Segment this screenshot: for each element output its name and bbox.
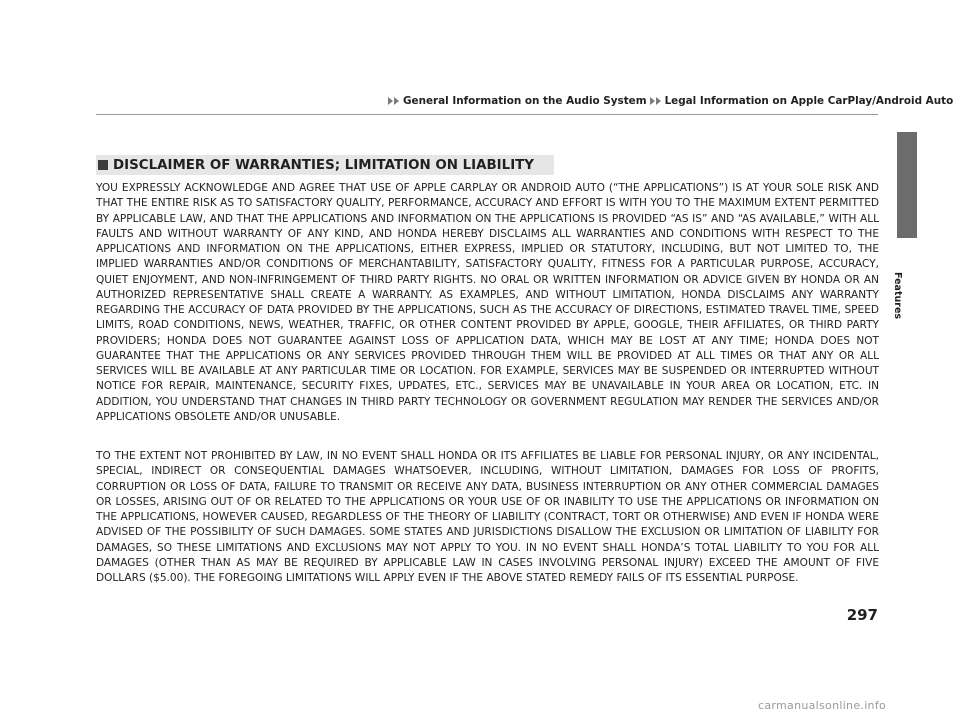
chapter-tab-label: Features — [892, 272, 903, 320]
section-heading — [96, 155, 554, 175]
header-divider — [96, 114, 878, 115]
breadcrumb — [388, 93, 953, 109]
breadcrumb-arrow-icon — [388, 97, 393, 105]
breadcrumb-arrow-icon — [656, 97, 661, 105]
page-number: 297 — [846, 606, 878, 624]
chapter-tab-marker — [897, 132, 917, 238]
section-heading-text: DISCLAIMER OF WARRANTIES; LIMITATION ON LIABILITY — [113, 157, 535, 173]
limitation-paragraph: TO THE EXTENT NOT PROHIBITED BY LAW, IN NO EVENT SHALL HONDA OR ITS AFFILIATES BE LIABLE FOR PERSONAL INJURY, OR ANY INCIDENTAL, SPECIAL, INDIRECT OR CONSEQUENTIAL DAMAGES WHATSOEVER, INCLUDING, WITHOUT LIMITATION, DAMAGES FOR LOSS OF PROFITS, CORRUPTION OR LOSS OF DATA, FAILURE TO TRANSMIT OR RECEIVE ANY DATA, BUSINESS INTERRUPTION OR ANY OTHER COMMERCIAL DAMAGES OR LOSSES, ARISING OUT OF OR RELATED TO THE APPLICATIONS OR YOUR USE OF OR INABILITY TO USE THE APPLICATIONS OR INFORMATION ON THE APPLICATIONS, HOWEVER CAUSED, REGARDLESS OF THE THEORY OF LIABILITY (CONTRACT, TORT OR OTHERWISE) AND EVEN IF HONDA WERE ADVISED OF THE POSSIBILITY OF SUCH DAMAGES. SOME STATES AND JURISDICTIONS DISALLOW THE EXCLUSION OR LIMITATION OF LIABILITY FOR DAMAGES, SO THESE LIMITATIONS AND EXCLUSIONS MAY NOT APPLY TO YOU. IN NO EVENT SHALL HONDA’S TOTAL LIABILITY TO YOU FOR ALL DAMAGES (OTHER THAN AS MAY BE REQUIRED BY APPLICABLE LAW IN CASES INVOLVING PERSONAL INJURY) EXCEED THE AMOUNT OF FIVE DOLLARS ($5.00). THE FOREGOING LIMITATIONS WILL APPLY EVEN IF THE ABOVE STATED REMEDY FAILS OF ITS ESSENTIAL PURPOSE. — [96, 450, 879, 584]
breadcrumb-item-audio-system[interactable]: General Information on the Audio System — [403, 95, 647, 107]
chapter-side-tab[interactable] — [897, 132, 917, 267]
breadcrumb-arrow-icon — [650, 97, 655, 105]
watermark: carmanualsonline.info — [758, 699, 887, 712]
breadcrumb-item-legal-information[interactable]: Legal Information on Apple CarPlay/Android Auto — [664, 95, 954, 107]
disclaimer-paragraph: YOU EXPRESSLY ACKNOWLEDGE AND AGREE THAT USE OF APPLE CARPLAY OR ANDROID AUTO (“THE APPLICATIONS”) IS AT YOUR SOLE RISK AND THAT THE ENTIRE RISK AS TO SATISFACTORY QUALITY, PERFORMANCE, ACCURACY AND EFFORT IS WITH YOU TO THE MAXIMUM EXTENT PERMITTED BY APPLICABLE LAW, AND THAT THE APPLICATIONS AND INFORMATION ON THE APPLICATIONS IS PROVIDED “AS IS” AND “AS AVAILABLE,” WITH ALL FAULTS AND WITHOUT WARRANTY OF ANY KIND, AND HONDA HEREBY DISCLAIMS ALL WARRANTIES AND CONDITIONS WITH RESPECT TO THE APPLICATIONS AND INFORMATION ON THE APPLICATIONS, EITHER EXPRESS, IMPLIED OR STATUTORY, INCLUDING, BUT NOT LIMITED TO, THE IMPLIED WARRANTIES AND/OR CONDITIONS OF MERCHANTABILITY, SATISFACTORY QUALITY, FITNESS FOR A PARTICULAR PURPOSE, ACCURACY, QUIET ENJOYMENT, AND NON-INFRINGEMENT OF THIRD PARTY RIGHTS. NO ORAL OR WRITTEN INFORMATION OR ADVICE GIVEN BY HONDA OR AN AUTHORIZED REPRESENTATIVE SHALL CREATE A WARRANTY. AS EXAMPLES, AND WITHOUT LIMITATION, HONDA DISCLAIMS ANY WARRANTY REGARDING THE ACCURACY OF DATA PROVIDED BY THE APPLICATIONS, SUCH AS THE ACCURACY OF DIRECTIONS, ESTIMATED TRAVEL TIME, SPEED LIMITS, ROAD CONDITIONS, NEWS, WEATHER, TRAFFIC, OR OTHER CONTENT PROVIDED BY APPLE, GOOGLE, THEIR AFFILIATES, OR THIRD PARTY PROVIDERS; HONDA DOES NOT GUARANTEE AGAINST LOSS OF APPLICATION DATA, WHICH MAY BE LOST AT ANY TIME; HONDA DOES NOT GUARANTEE THAT THE APPLICATIONS OR ANY SERVICES PROVIDED THROUGH THEM WILL BE PROVIDED AT ALL TIMES OR THAT ANY OR ALL SERVICES WILL BE AVAILABLE AT ANY PARTICULAR TIME OR LOCATION. FOR EXAMPLE, SERVICES MAY BE SUSPENDED OR INTERRUPTED WITHOUT NOTICE FOR REPAIR, MAINTENANCE, SECURITY FIXES, UPDATES, ETC., SERVICES MAY BE UNAVAILABLE IN YOUR AREA OR LOCATION, ETC. IN ADDITION, YOU UNDERSTAND THAT CHANGES IN THIRD PARTY TECHNOLOGY OR GOVERNMENT REGULATION MAY RENDER THE SERVICES AND/OR APPLICATIONS OBSOLETE AND/OR UNUSABLE. — [96, 182, 879, 423]
square-bullet-icon — [98, 160, 108, 170]
breadcrumb-arrow-icon — [394, 97, 399, 105]
